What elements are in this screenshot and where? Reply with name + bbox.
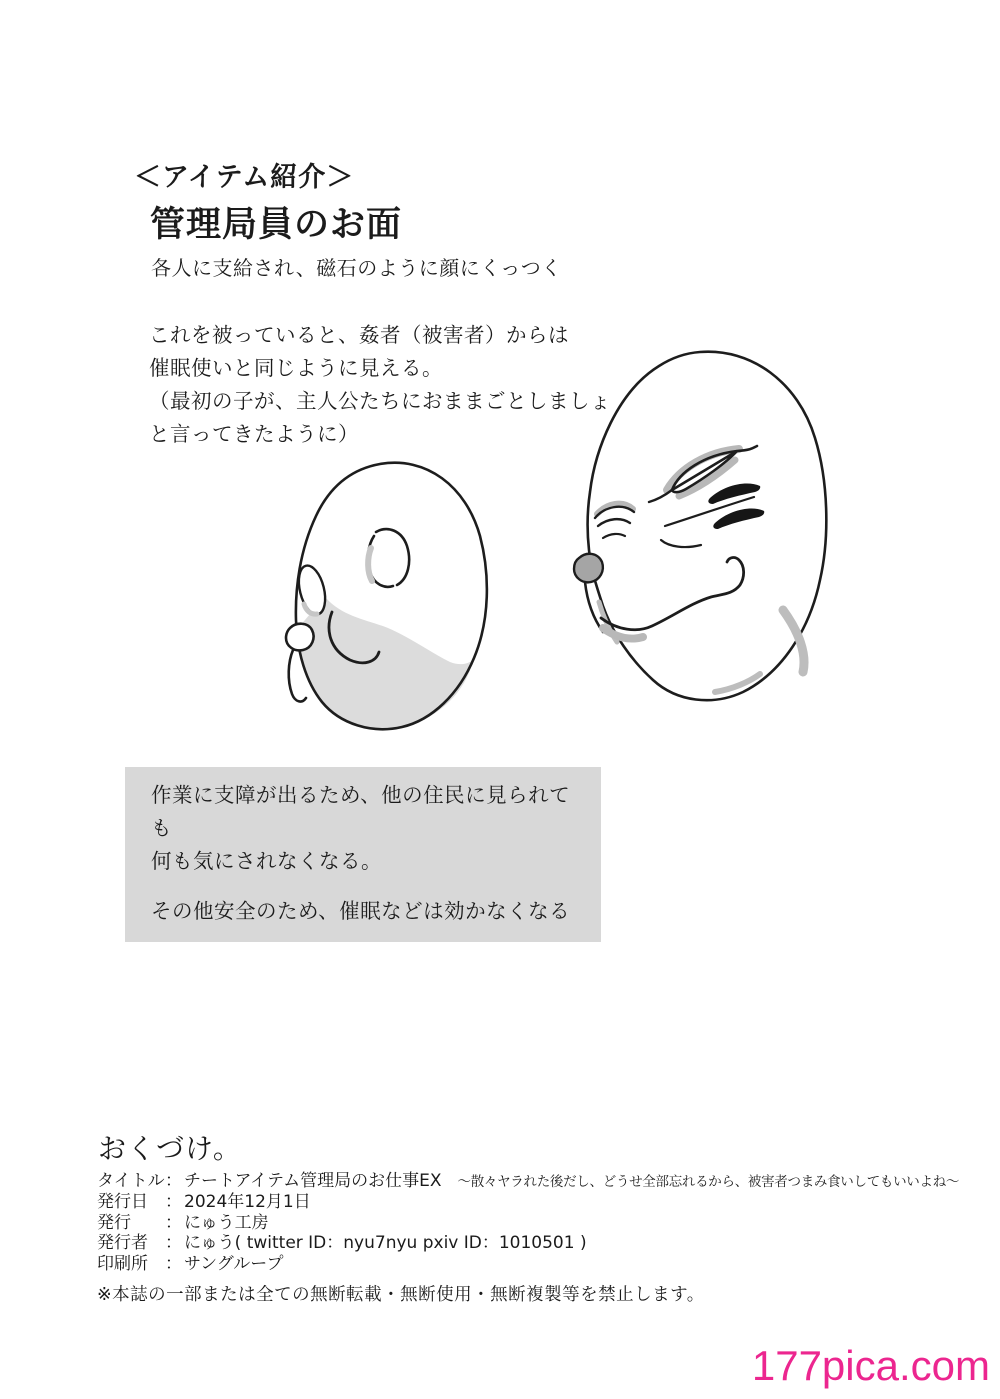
description-line: （最初の子が、主人公たちにおままごとしましょ <box>149 390 611 413</box>
note-line: 作業に支障が出るため、他の住民に見られても <box>151 784 571 840</box>
description-line: 催眠使いと同じように見える。 <box>149 357 443 380</box>
site-watermark: 177pica.com <box>751 1342 990 1389</box>
rim-shading <box>599 602 804 692</box>
colophon-value: チートアイテム管理局のお仕事EX <box>184 1171 442 1191</box>
item-tagline: 各人に支給され、磁石のように顔にくっつく <box>151 258 562 280</box>
colophon-separator: ： <box>165 1253 182 1274</box>
colophon-row-title <box>97 1171 959 1192</box>
item-name: 管理局員のお面 <box>150 205 403 244</box>
left-eye <box>595 504 634 538</box>
colophon-label: 発行者 <box>97 1233 148 1254</box>
description-line: これを被っていると、姦者（被害者）からは <box>149 324 569 347</box>
colophon-value: にゅう( twitter ID：nyu7nyu pxiv ID：1010501 ) <box>184 1233 587 1254</box>
fox-face-mask-illustration <box>555 340 855 710</box>
colophon-value: 2024年12月1日 <box>184 1192 311 1213</box>
colophon-separator: ： <box>165 1192 182 1213</box>
colophon-book-subtitle: ～散々ヤラれた後だし、どうせ全部忘れるから、被害者つまみ食いしてもいいよね～ <box>457 1174 960 1190</box>
colophon-label: タイトル <box>97 1171 165 1191</box>
mouth-line <box>601 558 744 630</box>
note-line-blank <box>151 878 587 895</box>
colophon-rows <box>97 1171 959 1274</box>
effect-note-box <box>125 767 601 942</box>
section-heading: ＜アイテム紹介＞ <box>134 162 355 192</box>
colophon-label: 発行 <box>97 1212 131 1233</box>
note-line: その他安全のため、催眠などは効かなくなる <box>151 900 571 923</box>
colophon-separator: ： <box>165 1212 182 1233</box>
mask-shading <box>297 598 473 729</box>
colophon-label: 印刷所 <box>97 1253 148 1274</box>
colophon-row-printer <box>97 1254 959 1274</box>
right-eye-hole <box>362 525 414 591</box>
note-line: 何も気にされなくなる。 <box>151 850 382 873</box>
colophon-value: サングループ <box>184 1253 284 1274</box>
colophon-separator: ： <box>165 1233 182 1254</box>
mask-outline <box>588 352 827 700</box>
nose <box>574 554 603 583</box>
plain-round-mask-illustration <box>268 452 508 757</box>
colophon-row-date <box>97 1192 959 1212</box>
whisker-stripes <box>708 483 764 529</box>
colophon-row-publisher <box>97 1213 959 1233</box>
colophon-separator: ： <box>165 1171 182 1191</box>
description-line: と言ってきたように） <box>149 423 359 446</box>
left-eye-hole <box>294 563 329 617</box>
colophon-row-author <box>97 1233 959 1253</box>
copyright-notice: ※本誌の一部または全ての無断転載・無断使用・無断複製等を禁止します。 <box>97 1285 705 1305</box>
colophon-label: 発行日 <box>97 1192 148 1213</box>
cheek-lines <box>661 497 754 547</box>
colophon-heading: おくづけ。 <box>98 1132 242 1165</box>
colophon-value: にゅう工房 <box>184 1212 269 1233</box>
